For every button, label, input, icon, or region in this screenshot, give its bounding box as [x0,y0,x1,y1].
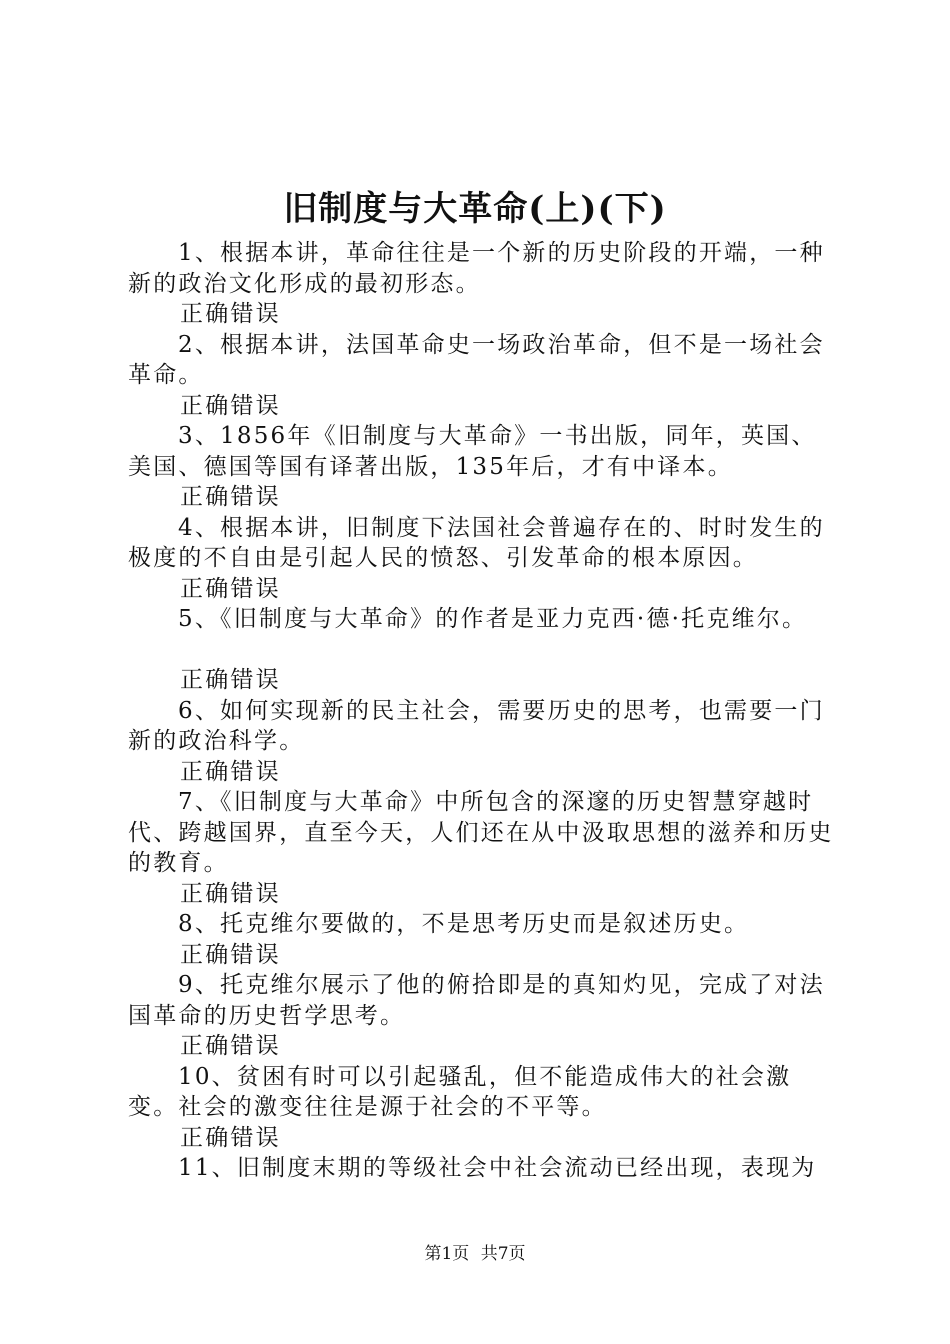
blank-line [128,635,840,666]
question-5: 5、《旧制度与大革命》的作者是亚力克西·德·托克维尔。 [178,606,808,632]
question-4: 4、根据本讲，旧制度下法国社会普遍存在的、时时发生的极度的不自由是引起人民的愤怒、引发革命的根本原因。 [128,514,825,571]
question-9: 9、托克维尔展示了他的俯拾即是的真知灼见，完成了对法国革命的历史哲学思考。 [128,972,825,1029]
answer-1: 正确错误 [180,301,281,327]
document-body [128,238,840,1184]
answer-7: 正确错误 [180,880,281,907]
question-2: 2、根据本讲，法国革命史一场政治革命，但不是一场社会革命。 [128,331,825,388]
answer-9: 正确错误 [180,1033,281,1059]
question-7: 7、《旧制度与大革命》中所包含的深邃的历史智慧穿越时代、跨越国界，直至今天，人们还在从中汲取思想的滋养和历史的教育。 [128,789,834,876]
question-11: 11、旧制度末期的等级社会中社会流动已经出现，表现为 [178,1155,817,1181]
question-3: 3、1856年《旧制度与大革命》一书出版，同年，英国、美国、德国等国有译著出版，135年后，才有中译本。 [128,423,817,480]
answer-10: 正确错误 [180,1124,281,1151]
question-6: 6、如何实现新的民主社会，需要历史的思考，也需要一门新的政治科学。 [128,697,825,754]
answer-8: 正确错误 [180,941,281,968]
question-1: 1、根据本讲，革命往往是一个新的历史阶段的开端，一种新的政治文化形成的最初形态。 [128,240,825,297]
answer-5: 正确错误 [180,667,281,693]
answer-3: 正确错误 [180,484,281,510]
answer-4: 正确错误 [180,575,281,602]
answer-2: 正确错误 [180,392,281,419]
document-title: 旧制度与大革命(上)(下) [283,189,667,229]
page-number: 第1页 [424,1244,470,1264]
answer-6: 正确错误 [180,758,281,785]
page-total: 共7页 [480,1244,526,1264]
question-8: 8、托克维尔要做的，不是思考历史而是叙述历史。 [178,911,750,937]
page-footer [0,1242,950,1266]
question-10: 10、贫困有时可以引起骚乱，但不能造成伟大的社会激变。社会的激变往往是源于社会的不平等。 [128,1063,792,1120]
